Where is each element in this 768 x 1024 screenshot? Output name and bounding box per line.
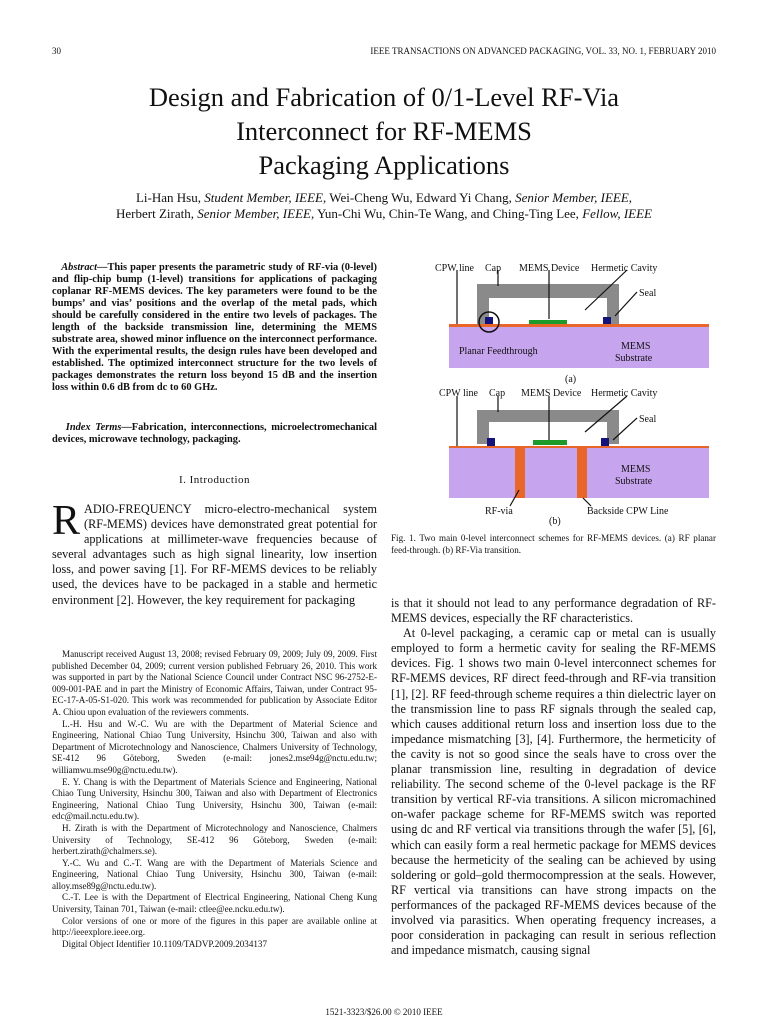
title-line: Interconnect for RF-MEMS bbox=[236, 116, 532, 146]
sublabel-a: (a) bbox=[565, 374, 577, 385]
seal-pad bbox=[601, 438, 609, 446]
footnote: Manuscript received August 13, 2008; revised February 09, 2009; July 09, 2009. First published December 04, 2009; current version published February 26, 2010. This work was supported in part by the National Science Council under Contract NSC 96-2752-E-009-001-PAE and in part the Ministry of Economic Affairs, Taiwan, under Contract 95-EC-17-A-05-S1-020. This work was recommended for publication by Associate Editor A. Chiou upon evaluation of the reviewers comments. bbox=[52, 649, 377, 717]
substrate-metal bbox=[449, 446, 709, 448]
label-mems: MEMS bbox=[621, 464, 651, 475]
figure-1 bbox=[415, 258, 715, 530]
paragraph: is that it should not lead to any performance degradation of RF-MEMS devices, especially the RF characteristics. bbox=[391, 596, 716, 626]
page-number: 30 bbox=[52, 46, 61, 56]
footnote: E. Y. Chang is with the Department of Materials Science and Engineering, National Chiao Tung University, Hsinchu 300, Taiwan and also with Department of Electronics Engineering, National Chiao Tung University, Hsinchu 300, Taiwan (e-mail: edc@mail.nctu.edu.tw). bbox=[52, 776, 377, 822]
abstract-label: Abstract bbox=[61, 262, 98, 273]
label-cap: Cap bbox=[485, 263, 502, 274]
intro-paragraph bbox=[52, 498, 377, 608]
label-cpw-line: CPW line bbox=[439, 388, 478, 399]
paper-title bbox=[60, 80, 708, 182]
footnote: Color versions of one or more of the figures in this paper are available online at http://ieeexplore.ieee.org. bbox=[52, 915, 377, 938]
figure-caption: Fig. 1. Two main 0-level interconnect schemes for RF-MEMS devices. (a) RF planar feed-through. (b) RF-Via transition. bbox=[391, 533, 716, 555]
mems-device bbox=[533, 440, 567, 445]
seal-pad bbox=[603, 317, 611, 324]
author-membership: Senior Member, IEEE bbox=[197, 206, 311, 221]
rf-via bbox=[515, 448, 525, 498]
right-column-text bbox=[391, 596, 716, 958]
label-seal: Seal bbox=[639, 414, 657, 425]
drop-cap: R bbox=[52, 498, 81, 544]
footnote: Y.-C. Wu and C.-T. Wang are with the Department of Materials Science and Engineering, National Chiao Tung University, Hsinchu 300, Taiwan (e-mail: alloy.mse89g@nctu.edu.tw). bbox=[52, 857, 377, 891]
label-mems-device: MEMS Device bbox=[521, 388, 582, 399]
label-substrate: Substrate bbox=[615, 353, 653, 364]
seal-pad bbox=[485, 317, 493, 324]
substrate-metal bbox=[449, 324, 709, 327]
label-rf-via: RF-via bbox=[485, 506, 513, 517]
author-line-1 bbox=[60, 190, 708, 206]
label-seal: Seal bbox=[639, 288, 657, 299]
author-list bbox=[60, 190, 708, 222]
abstract bbox=[52, 262, 377, 394]
sublabel-b: (b) bbox=[549, 516, 561, 527]
footnote: H. Zirath is with the Department of Microtechnology and Nanoscience, Chalmers University of Technology, SE-412 96 Göteborg, Sweden (e-mail: herbert.zirath@chalmers.se). bbox=[52, 822, 377, 857]
rf-via bbox=[577, 448, 587, 498]
paragraph: At 0-level packaging, a ceramic cap or metal can is usually employed to form a hermetic cavity for sealing the RF-MEMS devices. Fig. 1 shows two main 0-level interconnect schemes for RF-MEMS devices, RF direct feed-through and RF-via transition [1], [2]. RF feed-through scheme requires a thin dielectric layer on the transmission line to pass RF signals through the sealed cap, which causes additional return loss and insertion loss due to the impedance mismatching [3], [4]. Furthermore, the hermeticity of the cavity is not so good since the seals have to cross over the planar transmission line, resulting in degradation of device reliability. The second scheme of the 0-level package is the RF transition by vertical RF-via transitions. A silicon micromachined on-wafer package scheme for RF-MEMS switch was reported using dc and RF vertical via transitions through the wafer [5], [6], which can easily form a real hermetic package for MEMS devices because the hermeticity of the sealing can be achieved by using soldering or gold–gold thermocompression at the seals. However, RF vertical via transitions can have strong impacts on the performances of the packaged RF-MEMS devices because of the involved via parasitics. When operating frequency increases, a poor consideration in packaging can result in serious reflection and impedance mismatch, causing signal bbox=[391, 626, 716, 958]
author-membership: Senior Member, IEEE bbox=[515, 190, 629, 205]
author-membership: Fellow, IEEE bbox=[582, 206, 652, 221]
label-substrate: Substrate bbox=[615, 476, 653, 487]
label-planar-feedthrough: Planar Feedthrough bbox=[459, 346, 538, 357]
footnote: Digital Object Identifier 10.1109/TADVP.2009.2034137 bbox=[62, 938, 268, 949]
label-backside-cpw-line: Backside CPW Line bbox=[587, 506, 669, 517]
footnote: C.-T. Lee is with the Department of Electrical Engineering, National Cheng Kung University, Tainan 701, Taiwan (e-mail: ctlee@ee.ncku.edu.tw). bbox=[52, 892, 377, 915]
abstract-text: —This paper presents the parametric study of RF-via (0-level) and flip-chip bump (1-level) transitions for applications of packaging coplanar RF-MEMS devices. The key parameters were found to be the bumps’ and vias’ positions and the overlap of the metal pads, which should be carefully considered in the entire two levels of packages. The length of the backside transmission line, determining the MEMS substrate area, showed minor influence on the interconnect performance. With the experimental results, the design rules have been developed and established. The optimized interconnect structure for the two levels of packages demonstrates the return loss beyond 15 dB and the insertion loss within 0.6 dB from dc to 60 GHz. bbox=[52, 262, 378, 393]
cap bbox=[477, 410, 619, 444]
title-line: Design and Fabrication of 0/1-Level RF-Via bbox=[148, 82, 620, 112]
journal-header: IEEE TRANSACTIONS ON ADVANCED PACKAGING, VOL. 33, NO. 1, FEBRUARY 2010 bbox=[370, 46, 716, 56]
author-text: , bbox=[628, 190, 633, 205]
author-text: Herbert Zirath, bbox=[116, 206, 198, 221]
author-membership: Student Member, IEEE bbox=[204, 190, 323, 205]
author-text: , Yun-Chi Wu, Chin-Te Wang, and Ching-Ting Lee, bbox=[310, 206, 583, 221]
index-terms-text: —Fabrication, interconnections, microelectromechanical devices, microwave technology, packaging. bbox=[52, 422, 377, 445]
index-terms bbox=[52, 422, 377, 446]
intro-text: ADIO-FREQUENCY micro-electro-mechanical system (RF-MEMS) devices have demonstrated great potential for applications at millimeter-wave frequencies because of several advantages such as high signal linearity, low insertion loss, and power saving [1]. For RF-MEMS devices to be reliably used, the devices have to be packaged in a stable and hermetic environment [2]. However, the key requirement for packaging bbox=[52, 502, 377, 607]
label-hermetic-cavity: Hermetic Cavity bbox=[591, 388, 658, 399]
label-hermetic-cavity: Hermetic Cavity bbox=[591, 263, 658, 274]
figure-1a bbox=[435, 263, 709, 385]
figure-1b bbox=[439, 388, 709, 527]
label-mems: MEMS bbox=[621, 341, 651, 352]
title-line: Packaging Applications bbox=[258, 150, 510, 180]
section-heading: I. Introduction bbox=[178, 474, 251, 486]
copyright-footer: 1521-3323/$26.00 © 2010 IEEE bbox=[325, 1007, 443, 1017]
author-text: Li-Han Hsu, bbox=[135, 190, 205, 205]
index-terms-label: Index Terms bbox=[65, 422, 122, 433]
label-mems-device: MEMS Device bbox=[519, 263, 580, 274]
label-cap: Cap bbox=[489, 388, 506, 399]
pointer-line bbox=[583, 498, 591, 506]
footnote: L.-H. Hsu and W.-C. Wu are with the Department of Material Science and Engineering, National Chiao Tung University, Hsinchu 300, Taiwan and also with Department of Microtechnology and Nanoscience, Chalmers University of Technology, SE-412 96 Göteborg, Sweden (e-mail: jones2.mse94g@nctu.edu.tw; williamwu.mse90g@nctu.edu.tw). bbox=[52, 718, 377, 775]
seal-pad bbox=[487, 438, 495, 446]
author-text: , Wei-Cheng Wu, Edward Yi Chang, bbox=[322, 190, 516, 205]
label-cpw-line: CPW line bbox=[435, 263, 474, 274]
mems-device bbox=[529, 320, 567, 324]
footnotes bbox=[52, 649, 377, 950]
author-line-2 bbox=[60, 206, 708, 222]
